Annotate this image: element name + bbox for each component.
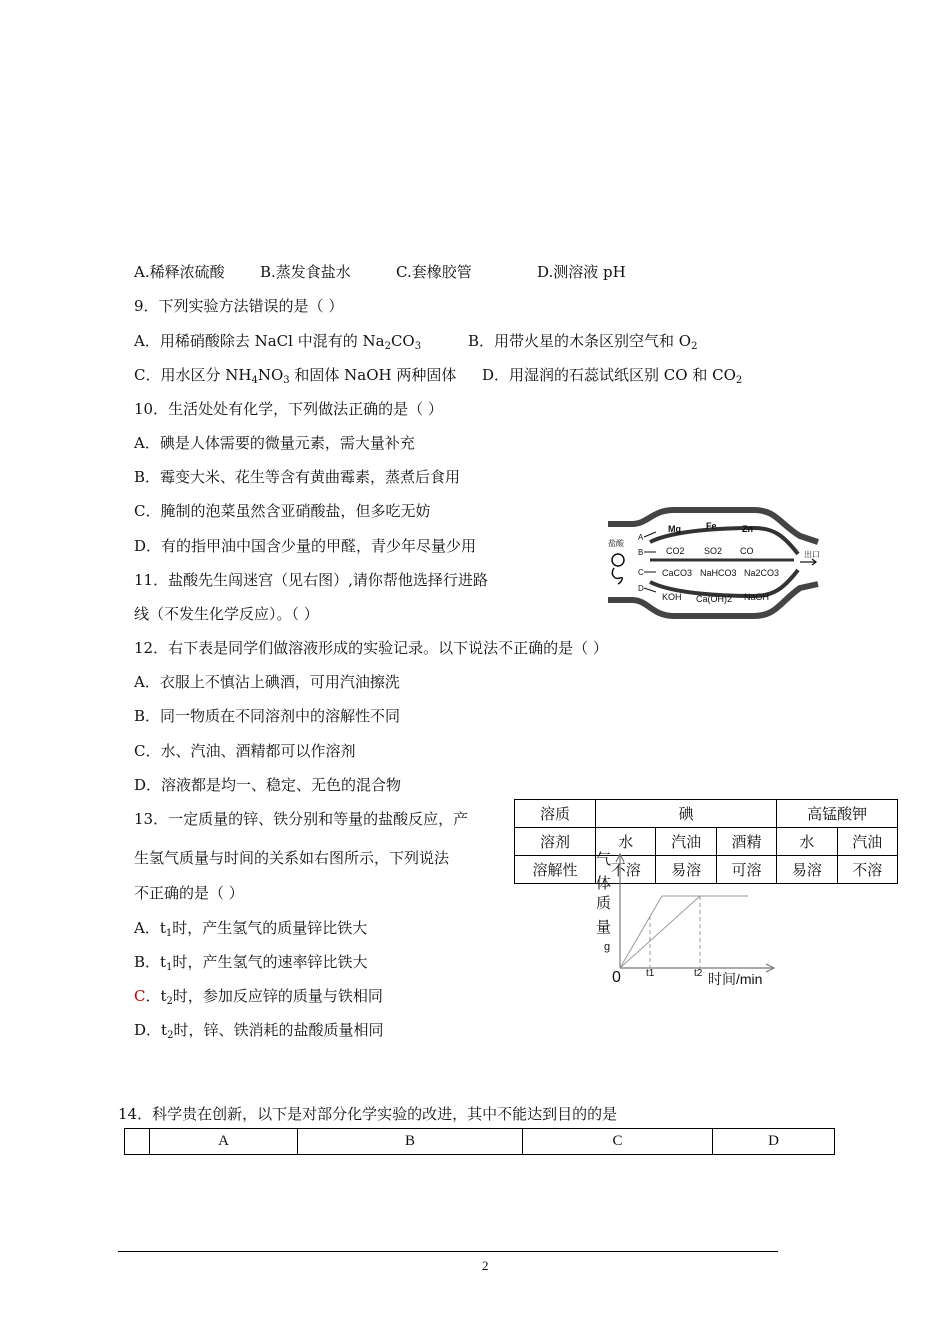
table-cell: 水 [777,828,837,856]
q9-option-a: A．用稀硝酸除去 NaCl 中混有的 $Na_2CO_3$ [134,332,422,352]
maze-letter-b: B [638,548,644,557]
maze-figure [604,502,822,624]
table-cell: B [298,1129,523,1155]
q12-option-d: D．溶液都是均一、稳定、无色的混合物 [134,776,402,794]
q14-table [124,1128,835,1155]
maze-d-1: KOH [662,592,682,602]
maze-b-3: CO [740,546,754,556]
graph-t2: t2 [694,968,703,979]
table-row [125,1129,835,1155]
graph-ylabel-1: 气 [596,851,612,868]
q9-stem: 9．下列实验方法错误的是（ ） [134,297,344,315]
maze-a-2: Fe [706,521,717,531]
maze-a-1: Mg [668,524,681,534]
graph-t1: t1 [646,968,655,979]
q8-option-a: A.稀释浓硫酸 [134,263,225,281]
maze-b-1: CO2 [666,546,685,556]
q9-option-c: C．用水区分 $NH_4NO_3$ 和固体 NaOH 两种固体 [134,366,457,386]
maze-d-2: Ca(OH)2 [696,594,733,604]
maze-b-2: SO2 [704,546,723,556]
maze-letter-c: C [638,568,644,577]
q13-line3: 不正确的是（ ） [134,884,244,902]
table-cell: C [523,1129,713,1155]
q10-option-a: A．碘是人体需要的微量元素，需大量补充 [134,434,415,452]
q14-stem: 14．科学贵在创新，以下是对部分化学实验的改进，其中不能达到目的的是 [118,1105,618,1123]
graph-yunit: g [604,941,611,953]
table-cell: 碘 [596,800,777,828]
maze-d-3: NaOH [744,592,770,602]
q9-option-b: B．用带火星的木条区别空气和 $O_2$ [468,332,698,352]
q10-option-b: B．霉变大米、花生等含有黄曲霉素，蒸煮后食用 [134,468,461,486]
maze-acid-label: 盐酸 [608,539,624,548]
table-cell [125,1129,150,1155]
q10-option-d: D．有的指甲油中国含少量的甲醛，青少年尽量少用 [134,537,477,555]
table-cell: 汽油 [837,828,897,856]
q11-line1: 11．盐酸先生闯迷宫（见右图）,请你帮他选择行进路 [134,571,488,589]
q13-option-a: A．$t_1$时，产生氢气的质量锌比铁大 [134,919,368,939]
table-cell: A [150,1129,298,1155]
table-cell: 不溶 [837,856,897,884]
table-cell: 酒精 [716,828,776,856]
q8-option-b: B.蒸发食盐水 [260,263,351,281]
table-cell: 高锰酸钾 [777,800,898,828]
maze-a-3: Zn [742,524,753,534]
footer-rule [118,1251,778,1252]
q13-option-b: B．$t_1$时，产生氢气的速率锌比铁大 [134,953,368,973]
maze-c-2: NaHCO3 [700,568,737,578]
maze-c-1: CaCO3 [662,568,693,578]
q13-option-d: D．$t_2$时，锌、铁消耗的盐酸质量相同 [134,1021,384,1041]
table-cell: 可溶 [716,856,776,884]
graph-ylabel-2: 体 [596,875,612,892]
graph-line-fe [620,896,700,968]
hydrogen-graph [590,850,780,990]
maze-exit-label: 出口 [804,550,820,559]
table-cell: 水 [596,828,656,856]
table-cell: 不溶 [596,856,656,884]
q13-line2: 生氢气质量与时间的关系如右图所示，下列说法 [134,849,450,867]
table-cell: 溶解性 [515,856,596,884]
q12-stem: 12．右下表是同学们做溶液形成的实验记录。以下说法不正确的是（ ） [134,639,608,657]
q12-option-a: A．衣服上不慎沾上碘酒，可用汽油擦洗 [134,673,400,691]
q11-line2: 线（不发生化学反应）。（ ） [134,605,319,623]
table-cell: 汽油 [656,828,716,856]
table-cell: 易溶 [656,856,716,884]
q13-option-c-letter: C [134,987,146,1005]
table-cell: 溶质 [515,800,596,828]
maze-c-3: Na2CO3 [744,568,780,578]
graph-ylabel-4: 量 [596,919,612,936]
q8-option-d: D.测溶液 pH [537,263,626,281]
q8-option-c: C.套橡胶管 [396,263,472,281]
q10-option-c: C．腌制的泡菜虽然含亚硝酸盐，但多吃无妨 [134,502,431,520]
q13-option-c: C．$t_2$时，参加反应锌的质量与铁相同 [134,987,383,1007]
graph-line-zn [620,896,662,968]
q13-line1: 13．一定质量的锌、铁分别和等量的盐酸反应，产 [134,810,469,828]
table-cell: D [713,1129,835,1155]
q10-stem: 10．生活处处有化学，下列做法正确的是（ ） [134,400,443,418]
table-row [515,800,898,828]
maze-letter-a: A [638,533,644,542]
q12-option-b: B．同一物质在不同溶剂中的溶解性不同 [134,707,401,725]
table-cell: 溶剂 [515,828,596,856]
page-number: 2 [482,1258,489,1273]
table-cell: 易溶 [777,856,837,884]
graph-ylabel-3: 质 [596,895,612,912]
graph-xlabel: 时间/min [708,971,763,987]
q9-option-d: D．用湿润的石蕊试纸区别 CO 和 $CO_2$ [482,366,743,386]
maze-letter-d: D [638,584,644,593]
graph-origin: 0 [612,969,621,986]
q12-option-c: C．水、汽油、酒精都可以作溶剂 [134,742,356,760]
